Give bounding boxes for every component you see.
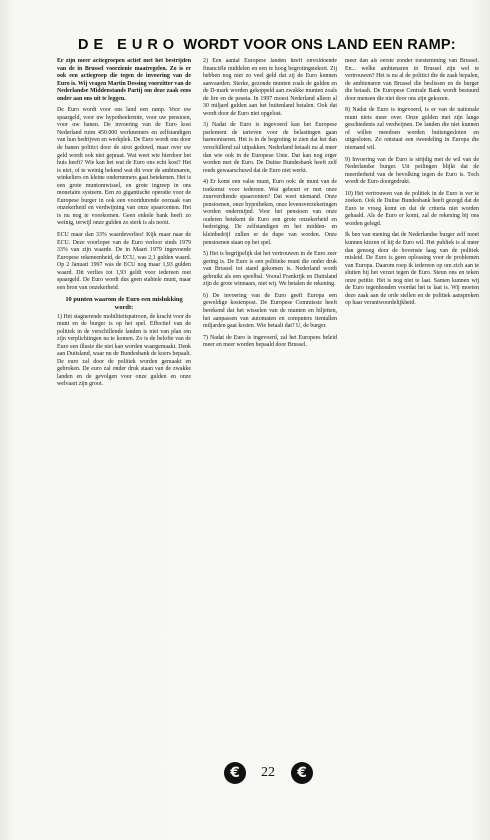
intro-paragraph: Er zijn meer actiegroepen actief met het bestrijden van de in Brussel voorzienie maatregelen. Zo is er ook een actiegroep die tegen de invoering van de Euro is. Wij vragen Martin Dessing voorzitter van de Nederlandse Middenstands Partij om deze zaak eens onder aan ons uit te leggen.	[57, 58, 191, 102]
point-2: 2) Een aantal Europese landen heeft onvoldoende financiële middelen en een te hoog begrotingstekort. Zij hebben nog niet zo veel geld dat zij de Euro kunnen aanvaarden. Sterke, gezonde munten zoals de gulden en de D-mark worden gekoppeld aan zwakke munten zoals de lire en de peseta. In 1997 moest Nederland alleen al 30 miljard gulden aan het buitenland betalen. Ook dat wordt door de Euro niet opgelost.	[203, 58, 337, 117]
euro-icon-left: €	[224, 762, 246, 784]
headline-euro: DE EURO	[78, 37, 180, 53]
point-8: 8) Nadat de Euro is ingevoerd, is er van de nationale munt niets meer over. Onze gulden met zijn lange geschiedenis zal verdwijnen. De landen die niet kunnen of willen meedoen worden buitengesloten en uitgesloten. Zo ontstaat een tweedeling in Europa die niemand wil.	[345, 107, 479, 152]
closing-paragraph: Ik ben van mening dat de Nederlandse burger zelf moet kunnen kiezen of hij de Euro wil. Het publiek is al meer dan genoeg door de bovenste laag van de politiek misleid. De Euro is geen oplossing voor de problemen van Europa. Daarom roep ik iedereen op om zich aan te sluiten bij het verzet tegen de Euro. Steun ons en teken onze petitie. Het is nog niet te laat. Samen kunnen wij de Euro tegenhouden voordat het te laat is. Wij moeten deze zaak aan de orde stellen en de politiek aanspreken op haar verantwoordelijkheid.	[345, 232, 479, 307]
ten-points-title: 10 punten waarom de Euro een mislukking wordt:	[65, 296, 183, 311]
point-3: 3) Nadat de Euro is ingevoerd kan het Europese parlement de tarieven voor de belastingen gaan harmoniseren. Het is in de begroting te zien dat het dan verschillend zal uitpakken. Nederland betaalt nu al meer dan wie ook in de Europese Unie. Dat kan nog erger worden met de Euro. De Duitse Bundesbank heeft zelf reeds gewaarschuwd dat de Euro niet werkt.	[203, 122, 337, 174]
point-1: 1) Het stagnerende mobiliteitspatroon, de kracht voor de munt en de burger is op het spel. Effectief van de politiek in de verschillende landen is niet van plan om zijn verplichtingen na te komen. Zo is de belofte van de Euro een illusie die niet kan worden waargemaakt. Denk aan Duitsland, waar nu de Bundesbank de koers bepaalt. De euro zal door de politiek worden gemaakt en gebroken. De euro zal onder druk staan van de zwakke landen en de gevolgen voor onze gulden en onze welvaart zijn groot.	[57, 313, 191, 388]
point-4: 4) Er komt een valse munt, Euro ook: de munt van de toekomst voor iedereen. Wat gebeurt er met onze zuurverdiende spaarcenten? Dat weet niemand. Onze pensioenen, onze hypotheken, onze levensverzekeringen worden ondermijnd. Voor het pensioen van onze ouderen betekent de Euro een grote onzekerheid en bedreiging. De zelfstandigen en het midden- en kleinbedrijf zullen er de dupe van worden. Onze pensioenen staan op het spel.	[203, 179, 337, 246]
page-number: 22	[261, 765, 275, 780]
column-right	[345, 58, 479, 683]
point-5: 5) Het is begrijpelijk dat het vertrouwen in de Euro zeer gering is. De Euro is een politieke munt die onder druk van Brussel tot stand gekomen is. Nederland wordt gebruikt als een speelbal. Vooral Frankrijk en Duitsland zijn de grote winnaars, niet wij. We betalen de rekening.	[203, 251, 337, 288]
body-paragraph: De Euro wordt voor ons land een ramp. Voor uw spaargeld, voor uw hypotheekrente, voor uw pensioen, voor uw banen. De invoering van de Euro kost Nederland ruim 450.000 werknemers en zelfstandigen van hun bedrijven en werkplek. De Euro wordt ons door de banen politici door de strot geduwd, maar over uw geld wordt ook niet gepraat. Wat weet wie hierdoor het huis heeft? Wie kan het wat de Euro ons echt kost? Het is niet, of te weinig bekend wat dit voor de ambtenaren, winkeliers en kleine ondernemers gaat betekenen. Het is een grote muntomwissel, en grote ingreep in ons monetaire systeem. Een zo gigantische operatie voor de Europese burger in ook een voortdurende oorzaak van onzekerheid en verdwijning van onze spaarcenten. Het is nu nog te voorkomen. Geen enkele bank heeft zo weinig, terwijl onze gulden zo sterk is als nooit.	[57, 107, 191, 227]
point-7: 7) Nadat de Euro is ingevoerd, zal het Europees beleid meer en meer worden bepaald door Brussel.	[203, 334, 337, 349]
headline	[78, 37, 468, 53]
point-6: 6) De invoering van de Euro geeft Europa een geweldige kostenpost. De Europese Commissie heeft berekend dat het wisselen van de munten en biljetten, het aanpassen van automaten en computers tientallen miljarden gaat kosten. Wie betaalt dat? U, de burger.	[203, 292, 337, 330]
point-9: 9) Invoering van de Euro is strijdig met de wil van de Nederlandse burger. Uit peilingen blijkt dat de meerderheid van de bevolking tegen de Euro is. Toch wordt de Euro doorgedrukt.	[345, 156, 479, 186]
column-middle	[203, 58, 337, 660]
headline-rest: WORDT VOOR ONS LAND EEN RAMP:	[183, 37, 456, 53]
ecu-paragraph: ECU maar dan 33% waardeverlies! Kijk maar naar de ECU. Deze voorloper van de Euro verloor sinds 1979 33% van zijn waarde. De in Maart 1979 ingevoerde Europese rekeneenheid, de ECU, was 2,1 gulden waard. Op 2 Januari 1997 was de ECU nog maar 1,93 gulden waard. Dit verlies tot 1,93 geldt voor iedereen met spaargeld. De Euro wordt dus geen stabiele munt, maar een bron van onzekerheid.	[57, 232, 191, 291]
page-footer	[0, 762, 490, 786]
continued-paragraph: meer dan als eerste zonder toestemming van Brussel. En... welke ambtenaren in Brussel zijn wel te vertrouwen? Het is nu al de politici die de zaak bepalen, de ambtenaren van Brussel die beslissen en de burger die betaalt. De Europese Centrale Bank wordt bestuurd door mensen die niet door ons zijn gekozen.	[345, 58, 479, 102]
column-left	[57, 58, 191, 658]
euro-icon-right: €	[291, 762, 313, 784]
point-10: 10) Het vertrouwen van de politiek in de Euro is ver te zoeken. Ook de Duitse Bundesbank heeft gezegd dat de Euro te vroeg komt en dat de criteria niet worden gehaald. Als de Euro er komt, zal de rekening bij ons worden gelegd.	[345, 190, 479, 227]
